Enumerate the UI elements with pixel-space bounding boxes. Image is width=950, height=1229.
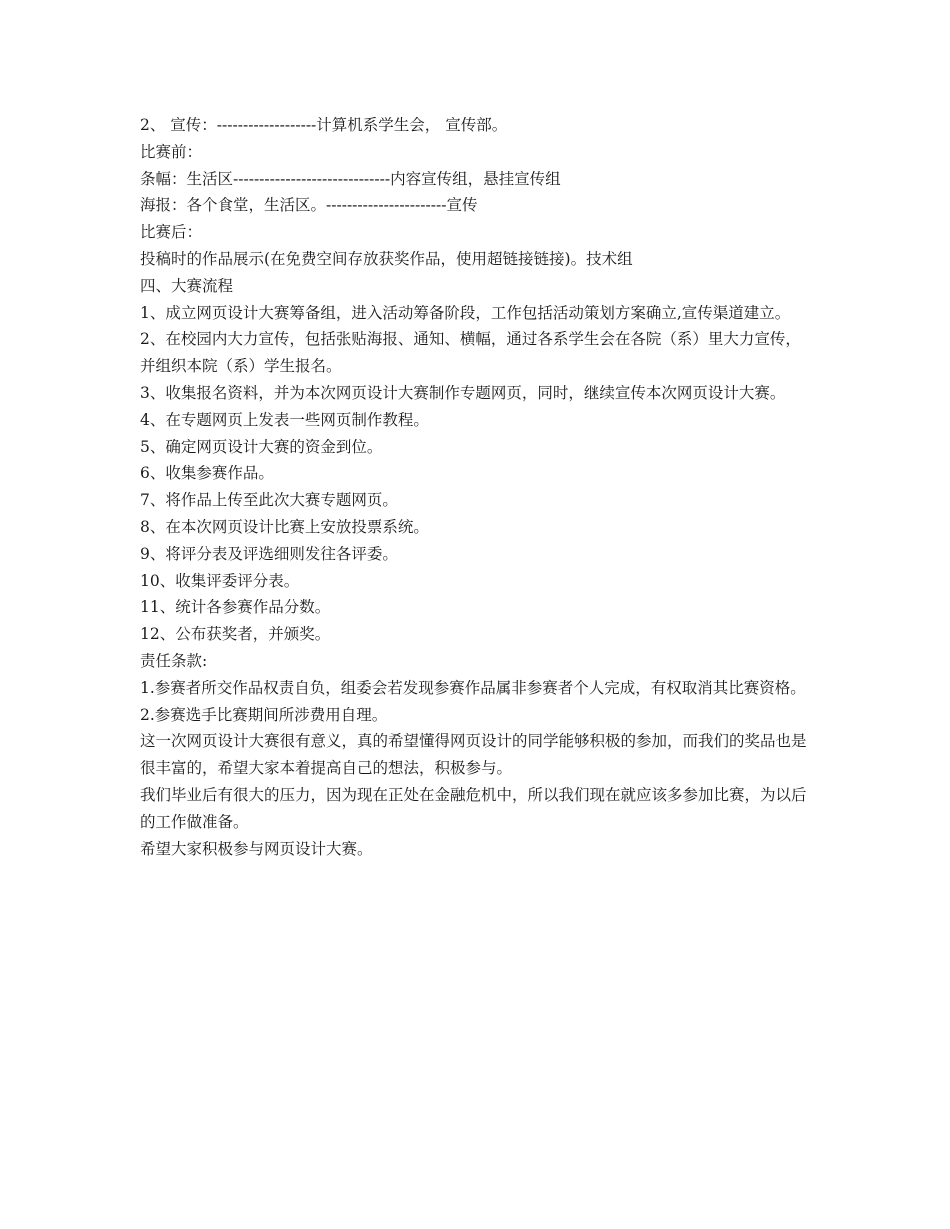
process-step-10: 10、收集评委评分表。 bbox=[140, 571, 300, 590]
poster-line: 海报：各个食堂，生活区。-----------------------宣传 bbox=[140, 196, 478, 215]
process-step-8: 8、在本次网页设计比赛上安放投票系统。 bbox=[140, 517, 429, 536]
process-step-3: 3、收集报名资料，并为本次网页设计大赛制作专题网页，同时，继续宣传本次网页设计大赛。 bbox=[140, 383, 786, 402]
showcase-line: 投稿时的作品展示(在免费空间存放获奖作品，使用超链接链接)。技术组 bbox=[140, 249, 633, 268]
process-step-7: 7、将作品上传至此次大赛专题网页。 bbox=[140, 491, 398, 510]
process-step-12: 12、公布获奖者，并颁奖。 bbox=[140, 625, 331, 644]
responsibility-clause-2: 2.参赛选手比赛期间所涉费用自理。 bbox=[140, 705, 388, 724]
responsibility-clause-1: 1.参赛者所交作品权责自负，组委会若发现参赛作品属非参赛者个人完成，有权取消其比赛资格。 bbox=[140, 678, 806, 697]
process-step-4: 4、在专题网页上发表一些网页制作教程。 bbox=[140, 410, 429, 429]
closing-paragraph-3: 希望大家积极参与网页设计大赛。 bbox=[140, 839, 373, 858]
banner-line: 条幅：生活区------------------------------内容宣传组，悬挂宣传组 bbox=[140, 169, 561, 188]
process-step-1: 1、成立网页设计大赛筹备组，进入活动筹备阶段，工作包括活动策划方案确立,宣传渠道建立。 bbox=[140, 303, 791, 322]
process-step-9: 9、将评分表及评选细则发往各评委。 bbox=[140, 544, 398, 563]
publicity-line: 2、 宣传：-------------------计算机系学生会， 宣传部。 bbox=[140, 116, 508, 134]
closing-paragraph-2: 我们毕业后有很大的压力，因为现在正处在金融危机中，所以我们现在就应该多参加比赛，为以后的工作做准备。 bbox=[140, 785, 807, 831]
responsibility-heading: 责任条款: bbox=[140, 651, 208, 670]
process-step-2: 2、在校园内大力宣传，包括张贴海报、通知、横幅，通过各系学生会在各院（系）里大力宣传，并组织本院（系）学生报名。 bbox=[140, 330, 801, 376]
before-contest-heading: 比赛前： bbox=[140, 142, 203, 161]
document-body bbox=[140, 112, 812, 862]
process-step-6: 6、收集参赛作品。 bbox=[140, 464, 274, 483]
closing-paragraph-1: 这一次网页设计大赛很有意义，真的希望懂得网页设计的同学能够积极的参加，而我们的奖品也是很丰富的，希望大家本着提高自己的想法，积极参与。 bbox=[140, 732, 807, 778]
section-heading-process: 四、大赛流程 bbox=[140, 276, 234, 295]
after-contest-heading: 比赛后： bbox=[140, 223, 203, 242]
process-step-5: 5、确定网页设计大赛的资金到位。 bbox=[140, 437, 383, 456]
process-step-11: 11、统计各参赛作品分数。 bbox=[140, 598, 331, 617]
